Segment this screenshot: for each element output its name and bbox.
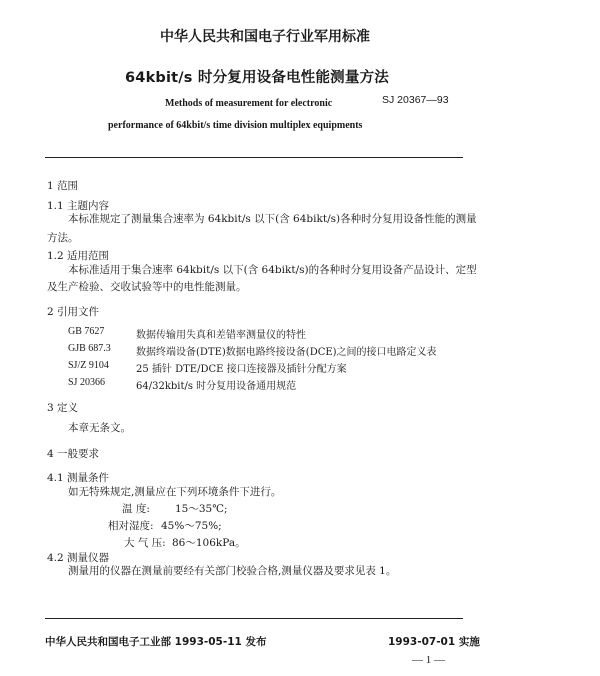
issued-date: 中华人民共和国电子工业部 1993-05-11 发布 (45, 636, 267, 648)
section-3-para: 本章无条文。 (68, 422, 131, 434)
section-2-heading: 2 引用文件 (47, 306, 100, 318)
ref-code: GB 7627 (68, 326, 105, 337)
ref-code: SJ/Z 9104 (68, 360, 109, 371)
condition-label: 大 气 压: (124, 537, 166, 549)
condition-value: 86～106kPa。 (172, 537, 246, 549)
section-1-1-heading: 1.1 主题内容 (47, 200, 110, 212)
section-4-2-heading: 4.2 测量仪器 (47, 552, 110, 564)
section-4-heading: 4 一般要求 (47, 448, 100, 460)
ref-title: 数据传输用失真和差错率测量仪的特性 (136, 330, 306, 341)
section-3-heading: 3 定义 (47, 402, 79, 414)
ref-title: 25 插针 DTE/DCE 接口连接器及插针分配方案 (136, 364, 347, 375)
condition-value: 15～35℃; (175, 503, 228, 515)
condition-value: 45%～75%; (161, 520, 222, 532)
section-4-1-heading: 4.1 测量条件 (47, 472, 110, 484)
ref-code: GJB 687.3 (68, 343, 111, 354)
condition-label: 温 度: (122, 503, 150, 515)
section-4-1-para: 如无特殊规定,测量应在下列环境条件下进行。 (68, 486, 282, 498)
english-title-line2: performance of 64kbit/s time division multiplex equipments (108, 120, 363, 131)
section-1-heading: 1 范围 (47, 180, 79, 192)
section-1-1-para-line2: 方法。 (47, 232, 79, 244)
english-title-line1: Methods of measurement for electronic (165, 98, 333, 109)
section-4-2-para: 测量用的仪器在测量前要经有关部门校验合格,测量仪器及要求见表 1。 (68, 565, 397, 577)
section-1-2-heading: 1.2 适用范围 (47, 250, 110, 262)
bottom-rule (45, 618, 463, 619)
ref-title: 数据终端设备(DTE)数据电路终接设备(DCE)之间的接口电路定义表 (136, 347, 437, 358)
section-1-2-para-line2: 及生产检验、交收试验等中的电性能测量。 (47, 281, 247, 293)
section-1-1-para-line1: 本标准规定了测量集合速率为 64kbit/s 以下(含 64bikt/s)各种时分复用设备性能的测量 (68, 213, 477, 225)
top-rule (45, 157, 463, 158)
document-title: 64kbit/s 时分复用设备电性能测量方法 (125, 70, 389, 86)
page-number: — 1 — (412, 654, 445, 666)
standard-code: SJ 20367—93 (382, 94, 449, 106)
condition-label: 相对湿度: (108, 520, 154, 532)
industry-standard-header: 中华人民共和国电子行业军用标准 (160, 29, 370, 45)
ref-code: SJ 20366 (68, 377, 105, 388)
ref-title: 64/32kbit/s 时分复用设备通用规范 (136, 381, 297, 392)
section-1-2-para-line1: 本标准适用于集合速率 64kbit/s 以下(含 64bikt/s)的各种时分复用设备产品设计、定型 (68, 264, 477, 276)
effective-date: 1993-07-01 实施 (388, 636, 480, 648)
